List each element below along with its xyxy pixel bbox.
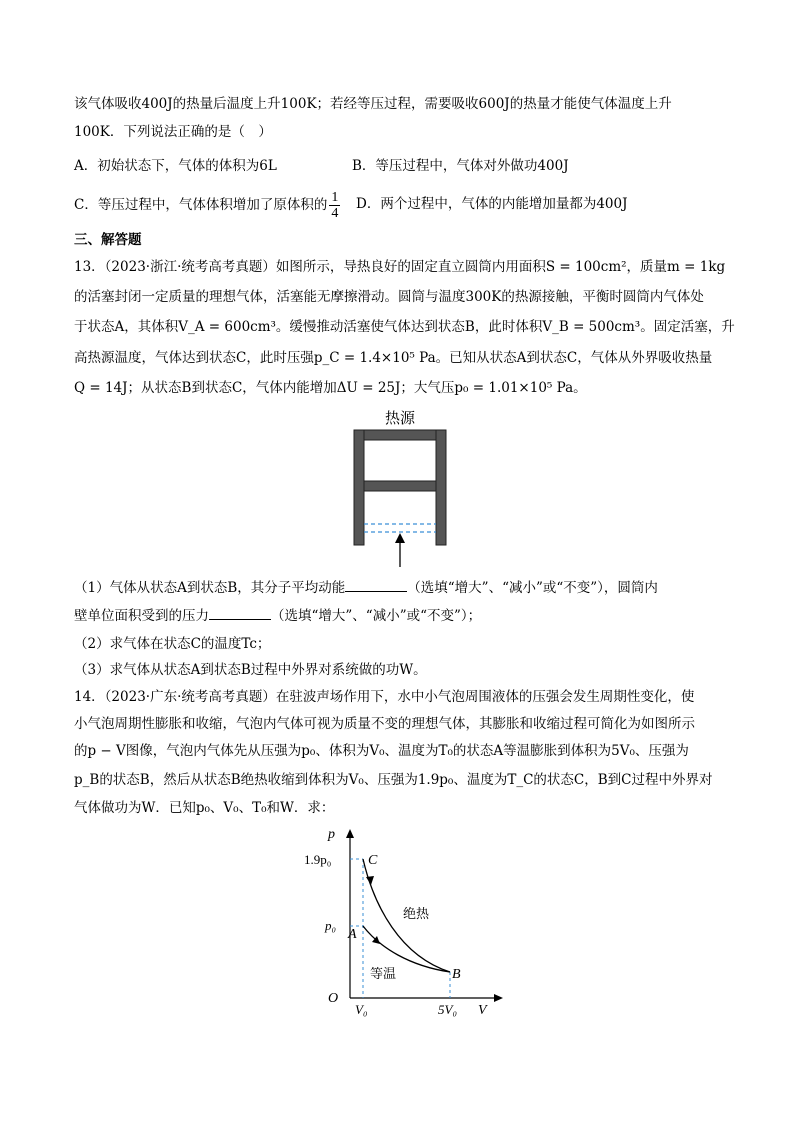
- point-a-label: A: [348, 927, 357, 942]
- piston: [364, 481, 436, 491]
- tick-19p0: 1.9p₀: [304, 852, 332, 867]
- q14-line-2: 小气泡周期性膨胀和收缩，气泡内气体可视为质量不变的理想气体，其膨胀和收缩过程可简化为如图所示: [74, 716, 695, 732]
- q13-sub1-line-1: [74, 578, 658, 598]
- q13-line-1: 13．（2023·浙江·统考高考真题）如图所示，导热良好的固定直立圆筒内用面积S = 100cm²，质量m = 1kg: [74, 259, 726, 275]
- tick-v0: V₀: [355, 1002, 368, 1017]
- q13-sub1-text-c: 壁单位面积受到的压力: [74, 608, 209, 624]
- cylinder-figure: [340, 405, 460, 570]
- tick-5v0: 5V₀: [438, 1002, 457, 1017]
- option-c: [74, 190, 342, 221]
- cylinder-right-wall: [436, 430, 446, 545]
- adiabatic-label: 绝热: [403, 906, 430, 921]
- q13-sub2: （2）求气体在状态C的温度Tc；: [74, 636, 271, 652]
- option-b: B．等压过程中，气体对外做功400J: [352, 158, 569, 174]
- point-b-label: B: [452, 967, 461, 982]
- p-axis-arrow-icon: [346, 829, 354, 838]
- q13-line-3: 于状态A，其体积V_A = 600cm³。缓慢推动活塞使气体达到状态B，此时体积V_B = 500cm³。固定活塞，升: [74, 319, 735, 335]
- q13-sub3: （3）求气体从状态A到状态B过程中外界对系统做的功W。: [74, 662, 427, 678]
- fraction-one-quarter: [329, 190, 340, 221]
- push-arrow-icon: [395, 533, 405, 543]
- q13-sub1-text-b: （选填“增大”、“减小”或“不变”），圆筒内: [407, 580, 658, 596]
- q13-sub1-text-a: （1）气体从状态A到状态B，其分子平均动能: [74, 580, 346, 596]
- cylinder-left-wall: [354, 430, 364, 545]
- q14-line-4: p_B的状态B，然后从状态B绝热收缩到体积为V₀、压强为1.9p₀、温度为T_C的状态C，B到C过程中外界对: [74, 772, 713, 788]
- heat-source-plate: [354, 430, 446, 440]
- isothermal-label: 等温: [370, 966, 397, 981]
- answer-blank-1[interactable]: [345, 578, 407, 592]
- option-d: D．两个过程中，气体的内能增加量都为400J: [356, 196, 628, 212]
- q14-line-5: 气体做功为W．已知p₀、V₀、T₀和W．求：: [74, 800, 335, 816]
- q14-line-1: 14．（2023·广东·统考高考真题）在驻波声场作用下，水中小气泡周围液体的压强会发生周期性变化，使: [74, 689, 695, 705]
- option-a: A．初始状态下，气体的体积为6L: [74, 158, 277, 174]
- intro-line-2: 100K．下列说法正确的是（ ）: [74, 124, 272, 140]
- intro-line-1: 该气体吸收400J的热量后温度上升100K；若经等压过程，需要吸收600J的热量才能使气体温度上升: [74, 96, 672, 112]
- q13-sub1-line-2: [74, 606, 481, 626]
- pv-graph: [300, 826, 520, 1021]
- heat-source-label: 热源: [384, 411, 416, 427]
- q13-sub1-text-d: （选填“增大”、“减小”或“不变”）；: [271, 608, 482, 624]
- q13-line-4: 高热源温度，气体达到状态C，此时压强p_C = 1.4×10⁵ Pa。已知从状态A到状态C，气体从外界吸收热量: [74, 350, 713, 366]
- q13-line-2: 的活塞封闭一定质量的理想气体，活塞能无摩擦滑动。圆筒与温度300K的热源接触，平衡时圆筒内气体处: [74, 289, 704, 305]
- fraction-denominator: 4: [331, 206, 339, 221]
- section-title: 三、解答题: [74, 232, 142, 248]
- origin-label: O: [328, 991, 339, 1006]
- v-axis-arrow-icon: [494, 994, 503, 1002]
- v-axis-label: V: [478, 1003, 487, 1018]
- q14-line-3: 的p − V图像，气泡内气体先从压强为p₀、体积为V₀、温度为T₀的状态A等温膨胀到体积为5V₀、压强为: [74, 743, 689, 759]
- fraction-numerator: 1: [331, 190, 339, 205]
- answer-blank-2[interactable]: [209, 606, 271, 620]
- q13-line-5: Q = 14J；从状态B到状态C，气体内能增加ΔU = 25J；大气压p₀ = 1.01×10⁵ Pa。: [74, 380, 587, 396]
- point-c-label: C: [368, 853, 378, 868]
- tick-p0: p₀: [325, 918, 337, 933]
- p-axis-label: p: [328, 827, 335, 842]
- option-c-text: C．等压过程中，气体体积增加了原体积的: [74, 197, 328, 213]
